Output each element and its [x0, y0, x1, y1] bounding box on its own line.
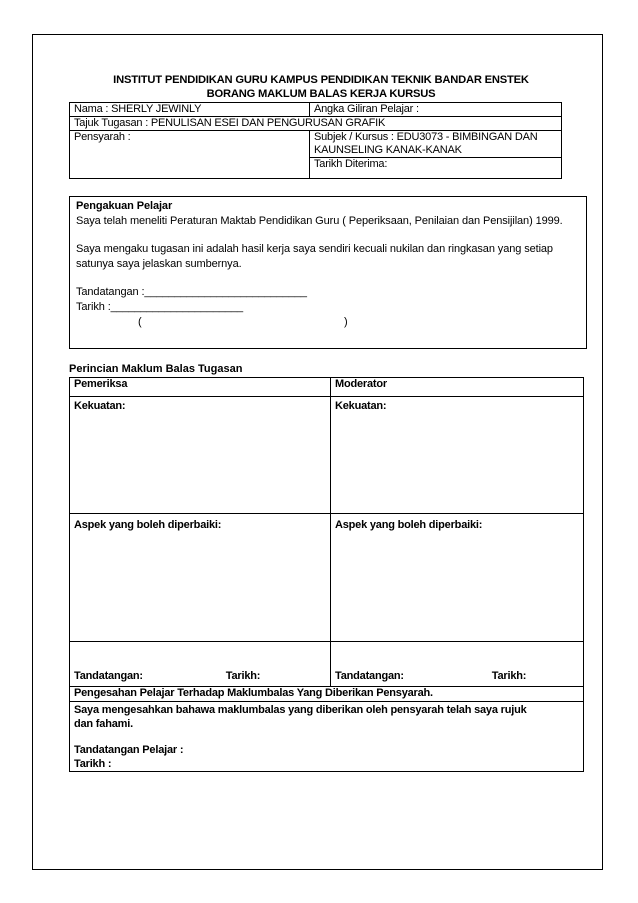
subjek-line2: KAUNSELING KANAK-KANAK: [314, 144, 462, 156]
pemeriksa-aspek[interactable]: Aspek yang boleh diperbaiki:: [70, 514, 331, 642]
moderator-tarikh: Tarikh:: [491, 670, 527, 682]
moderator-kekuatan[interactable]: Kekuatan:: [331, 397, 584, 514]
pengesahan-tarikh: Tarikh :: [74, 758, 112, 770]
moderator-sign-row[interactable]: [331, 642, 584, 687]
pemeriksa-tandatangan: Tandatangan:: [74, 670, 143, 682]
pemeriksa-sign-row[interactable]: [70, 642, 331, 687]
subjek-line1: Subjek / Kursus : EDU3073 - BIMBINGAN DAN: [314, 131, 538, 143]
paren-open: (: [138, 316, 142, 328]
angka-giliran-field[interactable]: Angka Giliran Pelajar :: [310, 103, 562, 117]
pengakuan-heading: Pengakuan Pelajar: [76, 200, 173, 212]
moderator-tandatangan: Tandatangan:: [335, 670, 404, 682]
student-info-table: [69, 102, 562, 179]
pengakuan-tarikh[interactable]: Tarikh :______________________: [76, 301, 244, 313]
moderator-header: Moderator: [331, 378, 584, 397]
pensyarah-field[interactable]: Pensyarah :: [70, 131, 310, 179]
paren-close: ): [344, 316, 348, 328]
form-title: BORANG MAKLUM BALAS KERJA KURSUS: [206, 88, 436, 100]
pengakuan-tandatangan[interactable]: Tandatangan :___________________________: [76, 286, 307, 298]
pemeriksa-header: Pemeriksa: [70, 378, 331, 397]
pengesahan-text: Saya mengesahkan bahawa maklumbalas yang diberikan oleh pensyarah telah saya rujuk dan fahami.: [74, 704, 527, 730]
tajuk-tugasan-field[interactable]: Tajuk Tugasan : PENULISAN ESEI DAN PENGURUSAN GRAFIK: [70, 117, 562, 131]
pengesahan-heading: Pengesahan Pelajar Terhadap Maklumbalas Yang Diberikan Pensyarah.: [70, 687, 584, 702]
moderator-aspek[interactable]: Aspek yang boleh diperbaiki:: [331, 514, 584, 642]
tarikh-diterima-field[interactable]: Tarikh Diterima:: [310, 158, 562, 179]
pemeriksa-kekuatan[interactable]: Kekuatan:: [70, 397, 331, 514]
nama-field[interactable]: Nama : SHERLY JEWINLY: [70, 103, 310, 117]
pengesahan-tandatangan: Tandatangan Pelajar :: [74, 744, 184, 756]
pemeriksa-tarikh: Tarikh:: [225, 670, 261, 682]
pengakuan-para2: Saya mengaku tugasan ini adalah hasil kerja saya sendiri kecuali nukilan dan ringkasan yang setiap satunya saya jelaskan sumbernya.: [76, 243, 553, 270]
perincian-heading: Perincian Maklum Balas Tugasan: [69, 363, 243, 375]
pengakuan-para1: Saya telah meneliti Peraturan Maktab Pendidikan Guru ( Peperiksaan, Penilaian dan Pensijilan) 1999.: [76, 215, 563, 227]
pengakuan-box: [69, 196, 587, 349]
feedback-table: [69, 377, 584, 772]
institute-title: INSTITUT PENDIDIKAN GURU KAMPUS PENDIDIKAN TEKNIK BANDAR ENSTEK: [113, 74, 529, 86]
subjek-field[interactable]: [310, 131, 562, 158]
pengesahan-content[interactable]: [70, 702, 584, 772]
